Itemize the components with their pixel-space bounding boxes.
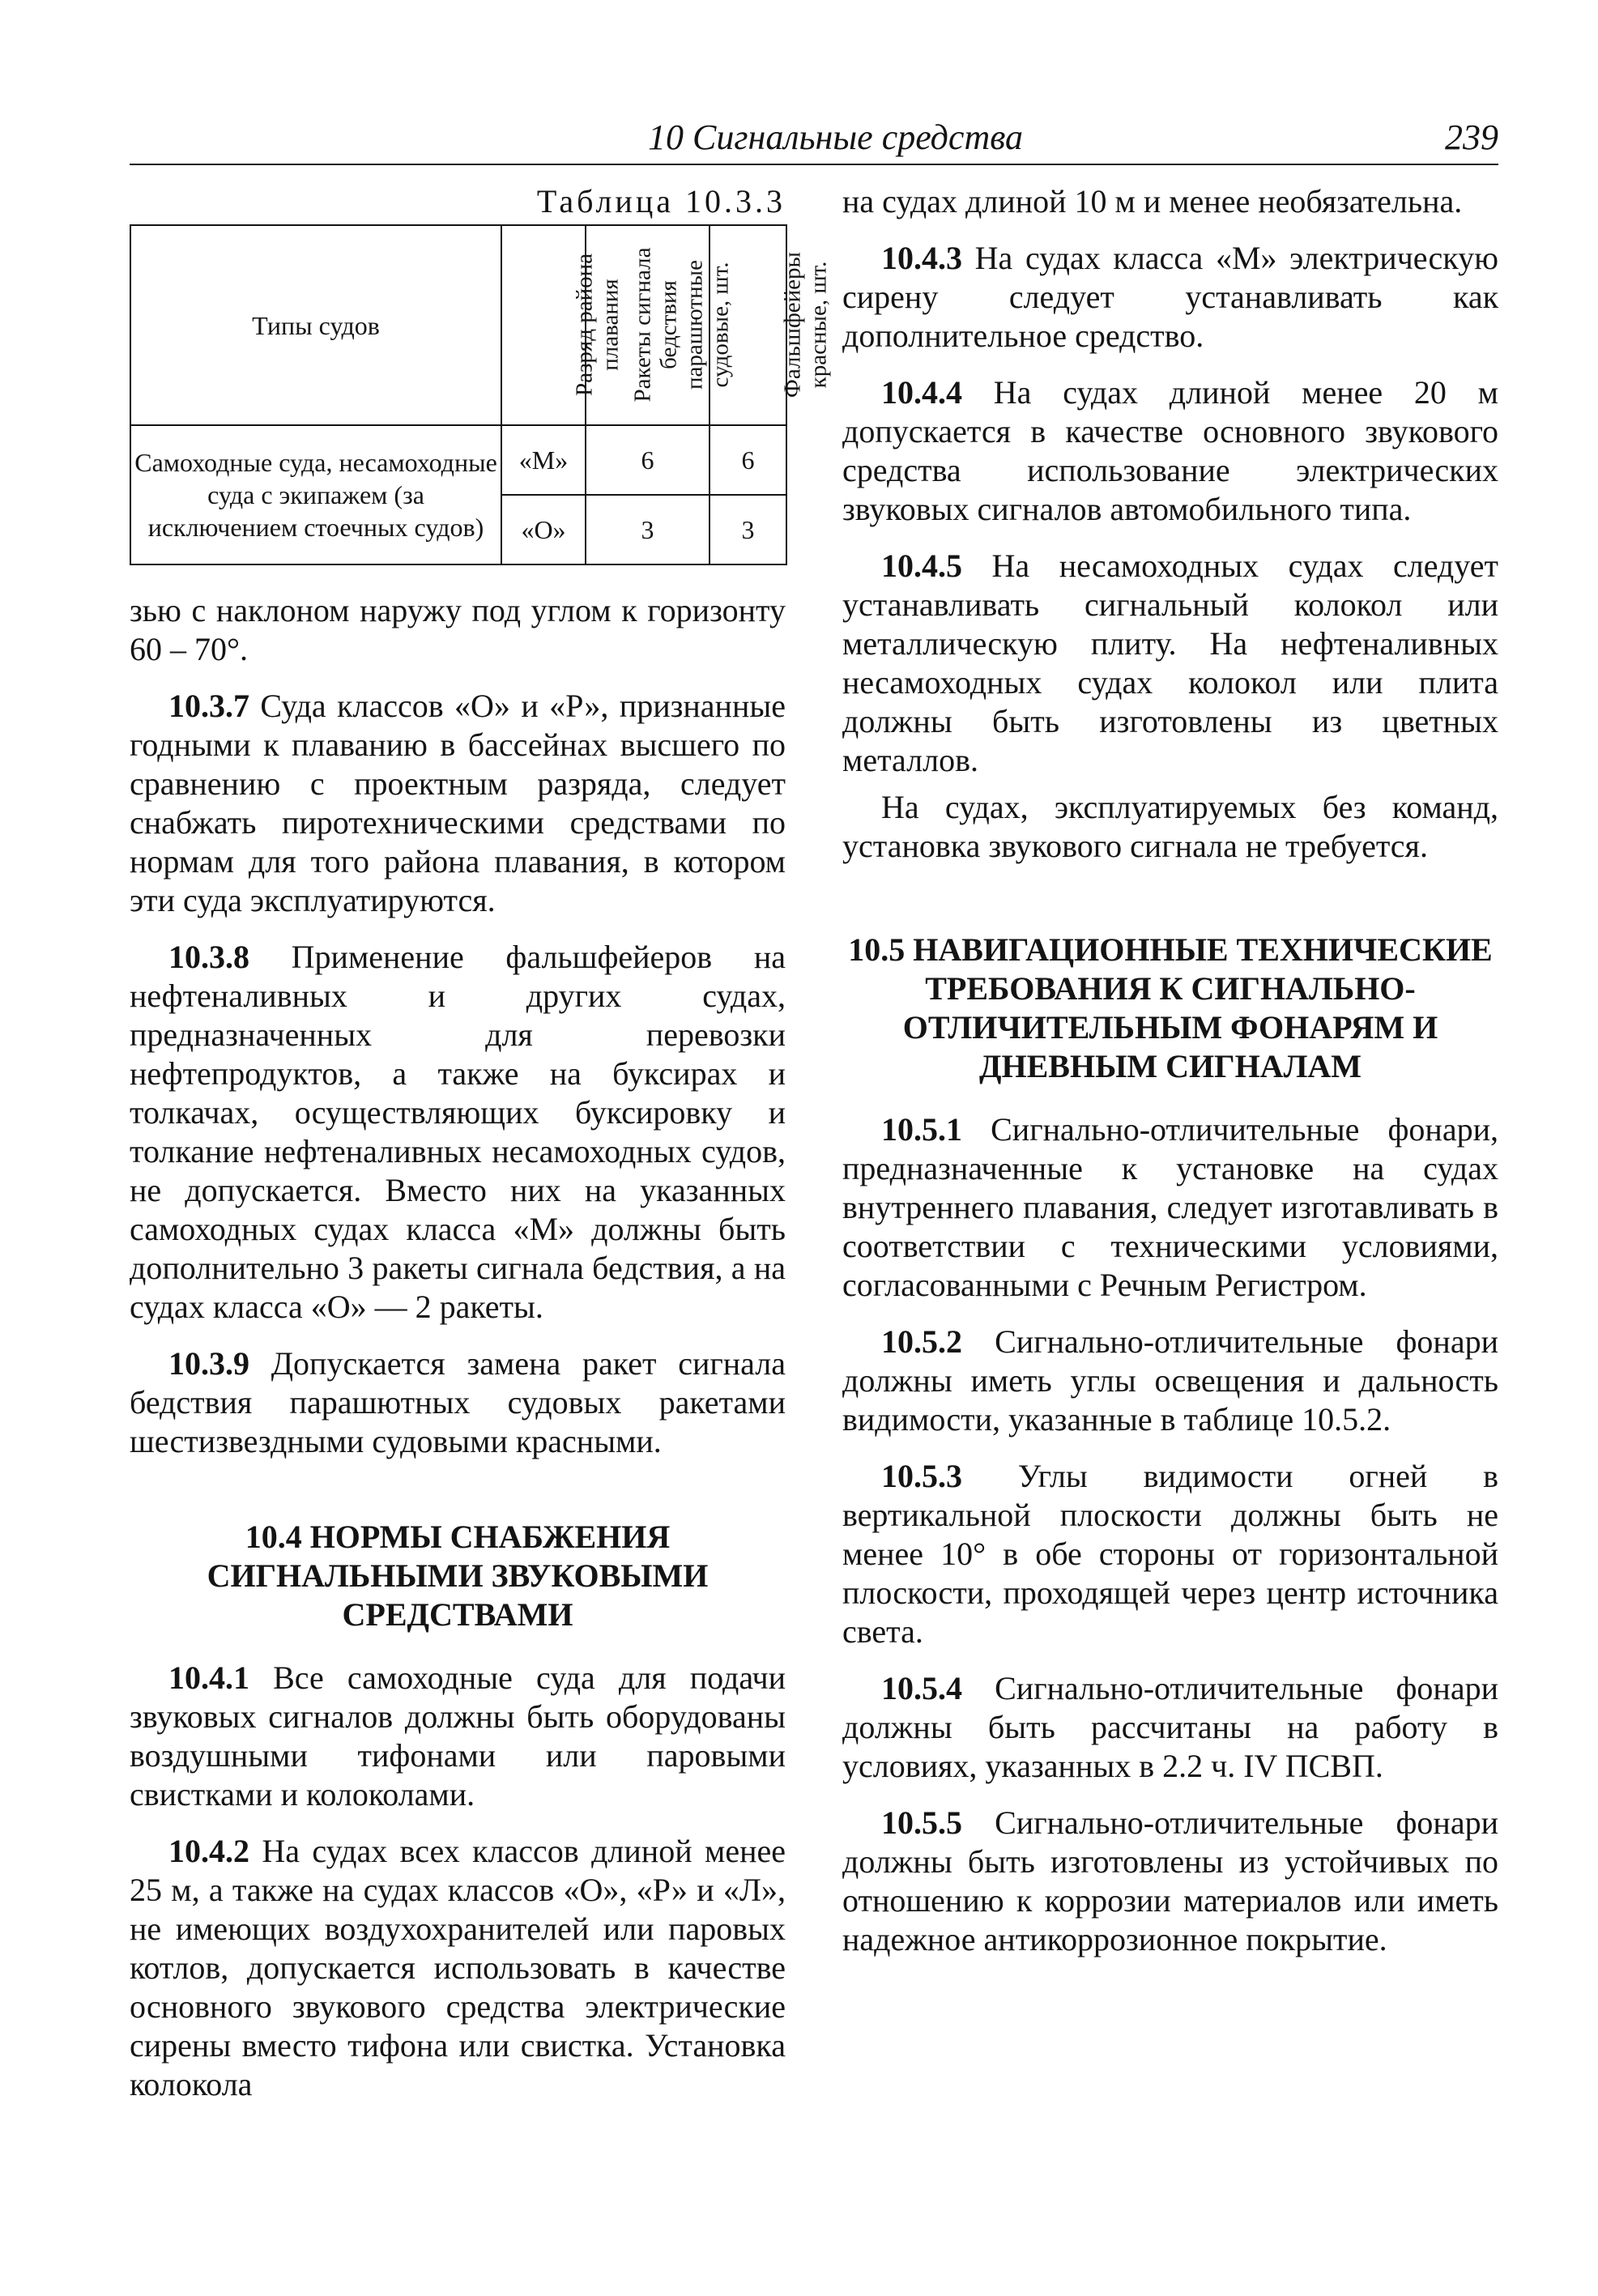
clause-text: Суда классов «О» и «Р», признанные годными к плаванию в бассейнах высшего по сравнению с проектным разряда, следует снабжать пиротехническими средствами по нормам для того района плавания, в котором эти суда эксплуатируются. [130,688,786,918]
clause-text: Сигнально-отличительные фонари, предназначенные к установке на судах внутреннего плавания, следует изготавливать в соответствии с техническими условиями, согласованными с Речным Регистром. [842,1111,1498,1303]
page-header [130,113,1498,165]
paragraph-10-4-2 [130,1832,786,2104]
paragraph-continuation: на судах длиной 10 м и менее необязательна. [842,183,1463,219]
paragraph-10-3-7 [130,687,786,920]
clause-number: 10.5.3 [881,1458,962,1494]
clause-number: 10.4.5 [881,547,962,584]
table-caption: Таблица 10.3.3 [536,183,786,219]
paragraph-10-5-3 [842,1457,1498,1651]
table-row [130,425,786,495]
header-ship-types: Типы судов [130,225,501,425]
clause-text: На несамоходных судах следует устанавливать сигнальный колокол или металлическую плиту. На нефтеналивных несамоходных судах колокол или плита должны быть изготовлены из цветных металлов. [842,547,1498,778]
paragraph-continuation: зью с наклоном наружу под углом к горизонту 60 – 70°. [130,592,786,667]
paragraph-crewless: На судах, эксплуатируемых без команд, установка звукового сигнала не требуется. [842,789,1498,864]
table-cell-rockets: 3 [586,495,710,564]
paragraph-10-5-1 [842,1110,1498,1305]
clause-number: 10.5.5 [881,1804,962,1841]
right-column [842,182,1498,1977]
clause-number: 10.3.9 [168,1345,249,1382]
paragraph-10-4-5 [842,547,1498,780]
clause-text: Углы видимости огней в вертикальной плоскости должны быть не менее 10° в обе стороны от горизонтальной плоскости, проходящей через центр источника света. [842,1458,1498,1650]
clause-number: 10.5.2 [881,1323,962,1360]
clause-text: Применение фальшфейеров на нефтеналивных и других судах, предназначенных для перевозки нефтепродуктов, а также на буксирах и толкачах, осуществляющих буксировку и толкание нефтеналивных несамоходных судов, не допускается. Вместо них на указанных самоходных судах класса «М» должны быть дополнительно 3 ракеты сигнала бедствия, а на судах класса «О» — 2 ракеты. [130,939,786,1325]
paragraph-10-5-5 [842,1804,1498,1959]
clause-text: Все самоходные суда для подачи звуковых сигналов должны быть оборудованы воздушными тифонами или паровыми свистками и колоколами. [130,1659,786,1813]
table-cell-class: «О» [501,495,586,564]
section-heading-10-5: 10.5 НАВИГАЦИОННЫЕ ТЕХНИЧЕСКИЕ ТРЕБОВАНИЯ К СИГНАЛЬНО-ОТЛИЧИТЕЛЬНЫМ ФОНАРЯМ И ДНЕВНЫМ СИГНАЛАМ [848,931,1493,1084]
clause-number: 10.5.4 [881,1670,962,1706]
supply-table [130,224,832,565]
paragraph-10-3-9 [130,1344,786,1461]
running-title: 10 Сигнальные средства [648,117,1024,157]
table-cell-ship-types: Самоходные суда, несамоходные суда с экипажем (за исключением стоечных судов) [130,425,501,564]
clause-text: Сигнально-отличительные фонари должны быть рассчитаны на работу в условиях, указанных в 2.2 ч. IV ПСВП. [842,1670,1498,1784]
clause-number: 10.4.2 [168,1833,249,1869]
table-cell-flares: 6 [710,425,786,495]
header-rockets: Ракеты сигнала бедствия парашютные судовые, шт. [586,225,710,425]
left-column [130,182,832,2122]
paragraph-10-5-4 [842,1669,1498,1786]
clause-number: 10.4.1 [168,1659,249,1696]
clause-number: 10.4.4 [881,374,962,411]
paragraph-10-4-3 [842,239,1498,356]
clause-text: На судах класса «М» электрическую сирену следует устанавливать как дополнительное средство. [842,240,1498,354]
paragraph-10-4-1 [130,1659,786,1814]
header-area-class: Разряд района плавания [501,225,586,425]
clause-text: На судах длиной менее 20 м допускается в качестве основного звукового средства использование электрических звуковых сигналов автомобильного типа. [842,374,1498,527]
paragraph-10-5-2 [842,1323,1498,1439]
clause-text: Сигнально-отличительные фонари должны быть изготовлены из устойчивых по отношению к коррозии материалов или иметь надежное антикоррозионное покрытие. [842,1804,1498,1957]
table-cell-rockets: 6 [586,425,710,495]
section-heading-10-4: 10.4 НОРМЫ СНАБЖЕНИЯ СИГНАЛЬНЫМИ ЗВУКОВЫМИ СРЕДСТВАМИ [207,1519,709,1633]
paragraph-10-4-4 [842,373,1498,529]
paragraph-10-3-8 [130,938,786,1327]
clause-text: На судах всех классов длиной менее 25 м, а также на судах классов «О», «Р» и «Л», не имеющих воздухохранителей или паровых котлов, допускается использовать в качестве основного звукового средства электрические сирены вместо тифона или свистка. Установка колокола [130,1833,786,2102]
clause-number: 10.3.7 [168,688,249,724]
table-cell-flares: 3 [710,495,786,564]
clause-text: Сигнально-отличительные фонари должны иметь углы освещения и дальность видимости, указанные в таблице 10.5.2. [842,1323,1498,1438]
clause-number: 10.4.3 [881,240,962,276]
header-flares: Фальшфейеры красные, шт. [710,225,786,425]
page-number: 239 [1445,117,1498,157]
table-header-row [130,225,786,425]
clause-text: Допускается замена ракет сигнала бедствия парашютных судовых ракетами шестизвездными судовыми красными. [130,1345,786,1459]
clause-number: 10.5.1 [881,1111,962,1148]
table-cell-class: «М» [501,425,586,495]
clause-number: 10.3.8 [168,939,249,975]
